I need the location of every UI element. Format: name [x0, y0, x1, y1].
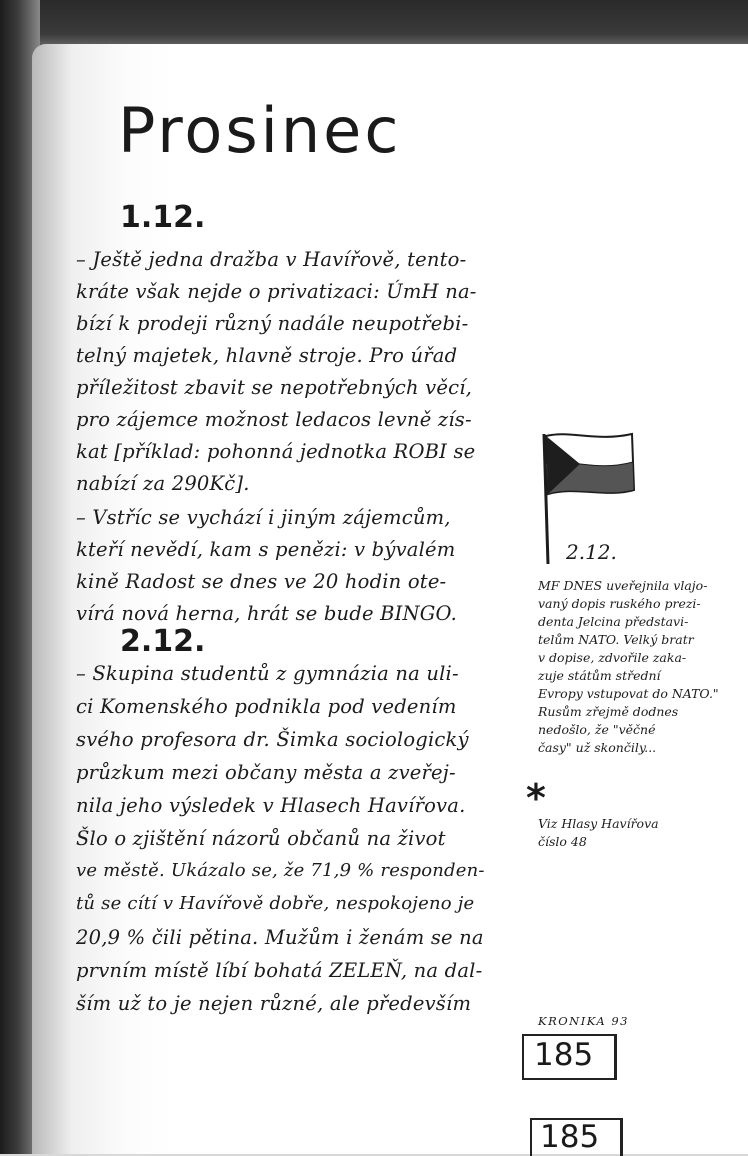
margin-line: denta Jelcina představi-: [538, 614, 689, 629]
text-line: kině Radost se dnes ve 20 hodin ote-: [76, 570, 447, 593]
margin-line: vaný dopis ruského prezi-: [538, 596, 701, 611]
text-line: příležitost zbavit se nepotřebných věcí,: [76, 376, 473, 399]
text-line: ším už to je nejen různé, ale především: [76, 992, 472, 1015]
text-line: vírá nová herna, hrát se bude BINGO.: [76, 602, 458, 625]
margin-line: telům NATO. Velký bratr: [538, 632, 694, 647]
page-number-repeat: 185: [540, 1119, 600, 1155]
text-line: – Vstříc se vychází i jiným zájemcům,: [76, 506, 451, 529]
footnote-line: číslo 48: [538, 834, 587, 849]
page-number: 185: [534, 1037, 594, 1073]
text-line: bízí k prodeji různý nadále neupotřebi-: [76, 312, 469, 335]
text-line: Šlo o zjištění názorů občanů na život: [76, 827, 446, 850]
margin-line: MF DNES uveřejnila vlajo-: [538, 578, 708, 593]
text-line: kteří nevědí, kam s penězi: v bývalém: [76, 538, 456, 561]
margin-line: časy" už skončily...: [538, 740, 657, 755]
margin-line: Rusům zřejmě dodnes: [538, 704, 679, 719]
text-line: telný majetek, hlavně stroje. Pro úřad: [76, 344, 458, 367]
text-line: nabízí za 290Kč].: [76, 472, 250, 495]
text-line: průzkum mezi občany města a zveřej-: [76, 761, 456, 784]
text-line: – Skupina studentů z gymnázia na uli-: [76, 662, 459, 685]
margin-line: Evropy vstupovat do NATO.": [538, 686, 719, 701]
date-heading-1: 1.12.: [120, 200, 206, 235]
text-line: kráte však nejde o privatizaci: ÚmH na-: [76, 280, 477, 303]
footnote-asterisk: *: [526, 776, 546, 820]
text-line: kat [příklad: pohonná jednotka ROBI se: [76, 440, 476, 463]
margin-date: 2.12.: [566, 540, 617, 564]
text-line: nila jeho výsledek v Hlasech Havířova.: [76, 794, 466, 817]
date-heading-2: 2.12.: [120, 624, 206, 659]
chronicle-label: KRONIKA 93: [538, 1014, 630, 1028]
page-title: Prosinec: [118, 94, 402, 167]
text-line: prvním místě líbí bohatá ZELEŇ, na dal-: [76, 959, 483, 982]
book-top-edge: [0, 0, 748, 48]
text-line: – Ještě jedna dražba v Havířově, tento-: [76, 248, 467, 271]
text-line: tů se cítí v Havířově dobře, nespokojeno je: [76, 893, 475, 914]
footnote-line: Viz Hlasy Havířova: [538, 816, 659, 831]
text-line: ve městě. Ukázalo se, že 71,9 % responden-: [76, 860, 485, 881]
text-line: pro zájemce možnost ledacos levně zís-: [76, 408, 472, 431]
margin-line: v dopise, zdvořile zaka-: [538, 650, 687, 665]
margin-line: nedošlo, že "věčné: [538, 722, 656, 737]
margin-line: zuje státům střední: [538, 668, 661, 683]
text-line: ci Komenského podnikla pod vedením: [76, 695, 457, 718]
text-line: svého profesora dr. Šimka sociologický: [76, 728, 469, 751]
text-line: 20,9 % čili pětina. Mužům i ženám se na: [76, 926, 484, 949]
